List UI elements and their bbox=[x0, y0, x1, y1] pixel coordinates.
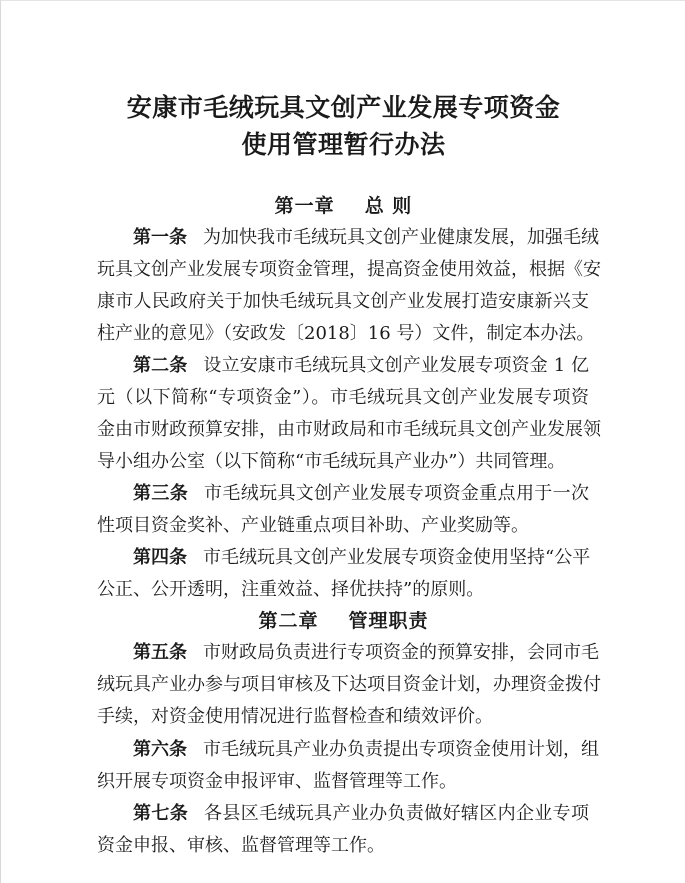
article-2-line-3: 金由市财政预算安排，由市财政局和市毛绒玩具文创产业发展领 bbox=[97, 419, 601, 440]
article-label: 第六条 bbox=[133, 739, 187, 760]
article-6-line-1: 第六条 市毛绒玩具产业办负责提出专项资金使用计划，组 bbox=[133, 739, 599, 760]
article-label: 第五条 bbox=[133, 642, 187, 663]
article-3-line-2: 性项目资金奖补、产业链重点项目补助、产业奖励等。 bbox=[97, 515, 529, 536]
article-5-line-2: 绒玩具产业办参与项目审核及下达项目资金计划，办理资金拨付 bbox=[97, 674, 601, 695]
article-3-line-1: 第三条 市毛绒玩具文创产业发展专项资金重点用于一次 bbox=[133, 483, 590, 504]
article-1-line-2: 玩具文创产业发展专项资金管理，提高资金使用效益，根据《安 bbox=[97, 259, 601, 280]
chapter-name: 总 则 bbox=[364, 195, 413, 217]
document-title-line-1: 安康市毛绒玩具文创产业发展专项资金 bbox=[126, 93, 561, 122]
chapter-name: 管理职责 bbox=[348, 610, 429, 632]
article-label: 第四条 bbox=[133, 547, 187, 568]
article-label: 第一条 bbox=[133, 227, 187, 248]
article-2-line-2: 元（以下简称“专项资金”）。市毛绒玩具文创产业发展专项资 bbox=[97, 387, 589, 408]
article-1-line-1: 第一条 为加快我市毛绒玩具文创产业健康发展，加强毛绒 bbox=[133, 227, 599, 248]
article-4-line-2: 公正、公开透明，注重效益、择优扶持”的原则。 bbox=[97, 579, 485, 600]
article-4-line-1: 第四条 市毛绒玩具文创产业发展专项资金使用坚持“公平 bbox=[133, 547, 591, 568]
article-label: 第二条 bbox=[133, 355, 188, 376]
article-6-line-2: 织开展专项资金申报评审、监督管理等工作。 bbox=[97, 771, 457, 792]
article-2-line-1: 第二条 设立安康市毛绒玩具文创产业发展专项资金 1 亿 bbox=[133, 355, 589, 376]
article-7-line-1: 第七条 各县区毛绒玩具产业办负责做好辖区内企业专项 bbox=[133, 803, 590, 824]
article-label: 第七条 bbox=[133, 803, 189, 824]
chapter-number: 第二章 bbox=[258, 610, 319, 632]
chapter-heading-1 bbox=[1, 194, 685, 218]
chapter-number: 第一章 bbox=[274, 195, 335, 217]
article-7-line-2: 资金申报、审核、监督管理等工作。 bbox=[97, 835, 385, 856]
document-title-line-2: 使用管理暂行办法 bbox=[241, 130, 446, 159]
chapter-heading-2 bbox=[1, 609, 685, 633]
article-1-line-4: 柱产业的意见》（安政发〔2018〕16 号）文件，制定本办法。 bbox=[97, 323, 595, 344]
article-5-line-1: 第五条 市财政局负责进行专项资金的预算安排，会同市毛 bbox=[133, 642, 599, 663]
article-label: 第三条 bbox=[133, 483, 189, 504]
article-2-line-4: 导小组办公室（以下简称“市毛绒玩具产业办”）共同管理。 bbox=[97, 451, 566, 472]
article-1-line-3: 康市人民政府关于加快毛绒玩具文创产业发展打造安康新兴支 bbox=[97, 291, 589, 312]
article-5-line-3: 手续，对资金使用情况进行监督检查和绩效评价。 bbox=[97, 706, 493, 727]
